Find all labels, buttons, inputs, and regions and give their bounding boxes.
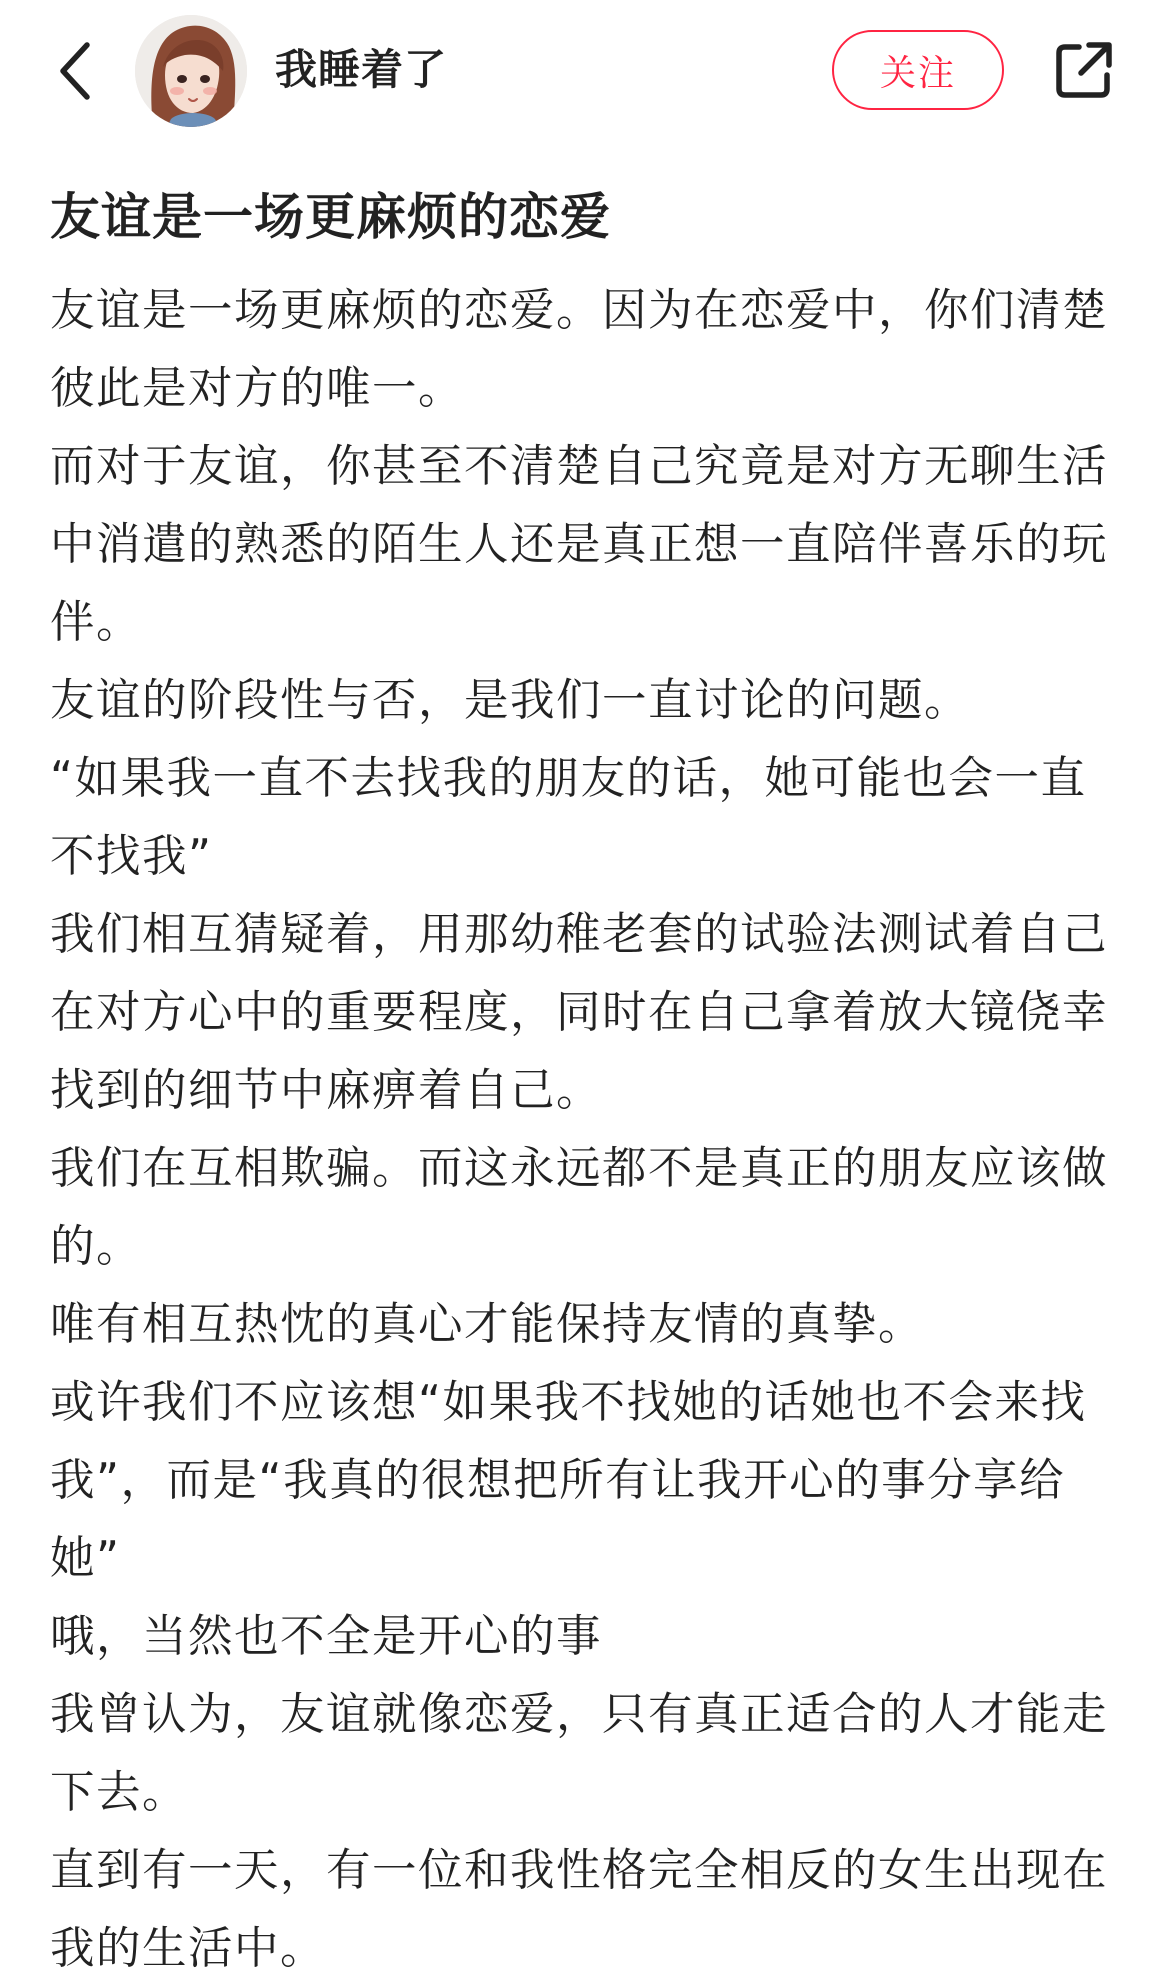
share-button[interactable] — [1048, 34, 1120, 106]
share-icon — [1053, 39, 1115, 101]
follow-button[interactable]: 关注 — [832, 30, 1004, 110]
paragraph: 唯有相互热忱的真心才能保持友情的真挚。 — [50, 1299, 925, 1350]
note-title: 友谊是一场更麻烦的恋爱 — [50, 188, 611, 246]
author-avatar[interactable] — [135, 15, 247, 127]
paragraph: 直到有一天，有一位和我性格完全相反的女生出现在我的生活中。 — [50, 1845, 1109, 1974]
paragraph: 我们在互相欺骗。而这永远都不是真正的朋友应该做的。 — [50, 1143, 1109, 1272]
top-bar — [0, 0, 1170, 150]
paragraph: 友谊是一场更麻烦的恋爱。因为在恋爱中，你们清楚彼此是对方的唯一。 — [50, 285, 1109, 414]
author-name[interactable]: 我睡着了 — [275, 45, 448, 94]
back-button[interactable] — [50, 36, 100, 106]
paragraph: 友谊的阶段性与否，是我们一直讨论的问题。 — [50, 675, 971, 726]
avatar-illustration — [135, 15, 247, 127]
paragraph: “如果我一直不去找我的朋友的话，她可能也会一直不找我” — [50, 753, 1087, 882]
chevron-left-icon — [55, 39, 95, 103]
paragraph: 而对于友谊，你甚至不清楚自己究竟是对方无聊生活中消遣的熟悉的陌生人还是真正想一直陪伴喜乐的玩伴。 — [50, 441, 1109, 648]
paragraph: 哦，当然也不全是开心的事 — [50, 1611, 603, 1662]
note-body — [50, 272, 1125, 1988]
paragraph: 我曾认为，友谊就像恋爱，只有真正适合的人才能走下去。 — [50, 1689, 1109, 1818]
paragraph: 我们相互猜疑着，用那幼稚老套的试验法测试着自己在对方心中的重要程度，同时在自己拿着放大镜侥幸找到的细节中麻痹着自己。 — [50, 909, 1109, 1116]
paragraph: 或许我们不应该想“如果我不找她的话她也不会来找我”，而是“我真的很想把所有让我开心的事分享给她” — [50, 1377, 1087, 1584]
